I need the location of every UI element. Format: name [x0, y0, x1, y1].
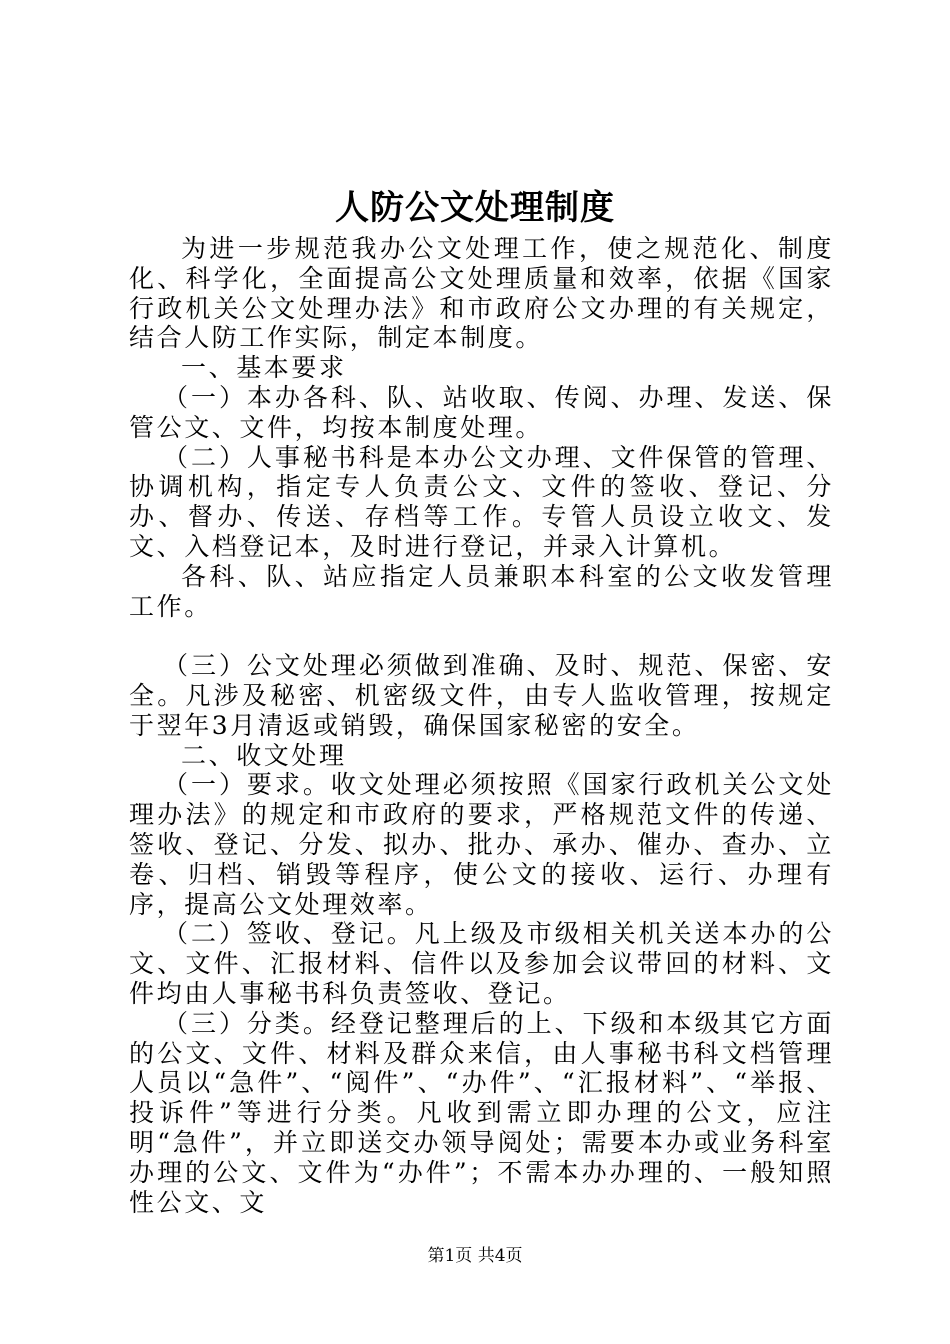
paragraph-basic-2: （二）人事秘书科是本办公文办理、文件保管的管理、协调机构，指定专人负责公文、文件的签收、登记、分办、督办、传送、存档等工作。专管人员设立收文、发文、入档登记本，及时进行登记，并录入计算机。: [129, 442, 834, 561]
section-heading-basic-requirements: 一、基本要求: [181, 353, 347, 383]
document-title: 人防公文处理制度: [335, 188, 615, 228]
paragraph-basic-3: （三）公文处理必须做到准确、及时、规范、保密、安全。凡涉及秘密、机密级文件，由专人监收管理，按规定于翌年3月清返或销毁，确保国家秘密的安全。: [129, 651, 834, 740]
paragraph-basic-1: （一）本办各科、队、站收取、传阅、办理、发送、保管公文、文件，均按本制度处理。: [129, 382, 834, 442]
paragraph-receiving-2: （二）签收、登记。凡上级及市级相关机关送本办的公文、文件、汇报材料、信件以及参加会议带回的材料、文件均由人事秘书科负责签收、登记。: [129, 919, 834, 1008]
section-heading-receiving: 二、收文处理: [181, 740, 347, 770]
paragraph-basic-2-note: 各科、队、站应指定人员兼职本科室的公文收发管理工作。: [129, 561, 834, 621]
paragraph-receiving-1: （一）要求。收文处理必须按照《国家行政机关公文处理办法》的规定和市政府的要求，严格规范文件的传递、签收、登记、分发、拟办、批办、承办、催办、查办、立卷、归档、销毁等程序，使公文的接收、运行、办理有序，提高公文处理效率。: [129, 770, 834, 919]
intro-paragraph: 为进一步规范我办公文处理工作，使之规范化、制度化、科学化，全面提高公文处理质量和效率，依据《国家行政机关公文处理办法》和市政府公文办理的有关规定，结合人防工作实际，制定本制度。: [129, 234, 834, 353]
page-footer: 第1页 共4页: [427, 1246, 523, 1266]
blank-line: [129, 621, 834, 651]
paragraph-receiving-3: （三）分类。经登记整理后的上、下级和本级其它方面的公文、文件、材料及群众来信，由人事秘书科文档管理人员以“急件”、“阅件”、“办件”、“汇报材料”、“举报、投诉件”等进行分类。凡收到需立即办理的公文，应注明“急件”，并立即送交办领导阅处；需要本办或业务科室办理的公文、文件为“办件”；不需本办办理的、一般知照性公文、文: [129, 1008, 834, 1217]
document-body: [129, 234, 834, 1217]
